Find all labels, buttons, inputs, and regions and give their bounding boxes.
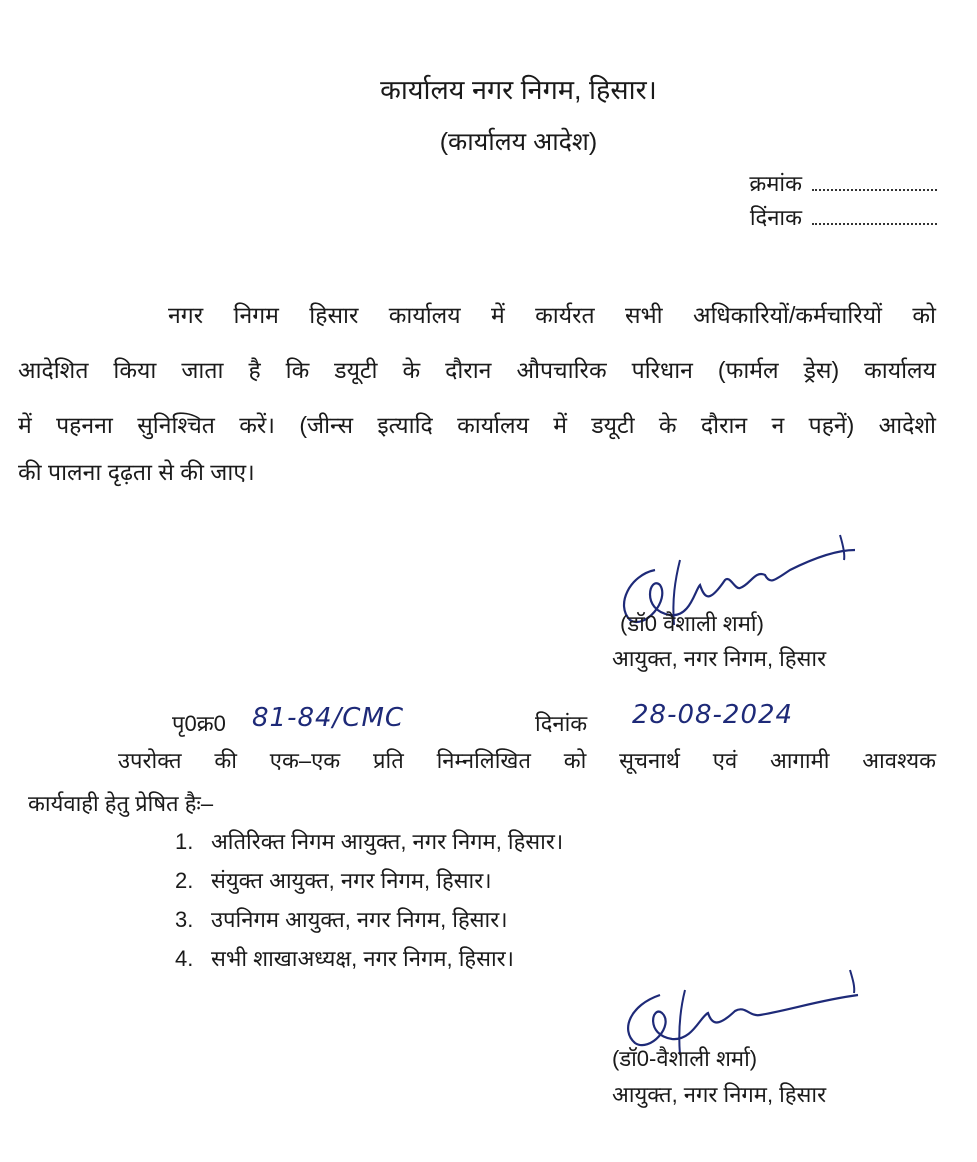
date-label: दिंनाक: [749, 205, 802, 230]
body-line-4: की पालना दृढ़ता से की जाए।: [18, 459, 255, 485]
ref-number-line: [749, 168, 937, 198]
ref-number-label: क्रमांक: [749, 171, 802, 196]
endorsement-date-value: 28-08-2024: [632, 700, 794, 730]
signer-1-name: (डॉ0 वैशाली शर्मा): [620, 611, 764, 636]
list-item: 4. सभी शाखाअध्यक्ष, नगर निगम, हिसार।: [175, 946, 515, 971]
signer-2-designation: आयुक्त, नगर निगम, हिसार: [612, 1082, 827, 1107]
office-title: कार्यालय नगर निगम, हिसार।: [380, 75, 657, 105]
date-blank: [812, 219, 937, 225]
order-subtitle: (कार्यालय आदेश): [439, 128, 598, 156]
endorsement-ref-label: पृ0क्र0: [172, 711, 226, 736]
endorsement-date-label: दिनांक: [535, 711, 588, 736]
date-line: [750, 202, 937, 232]
list-item: 2. संयुक्त आयुक्त, नगर निगम, हिसार।: [175, 868, 492, 893]
ref-number-blank: [812, 185, 937, 191]
signer-2-name: (डॉ0-वैशाली शर्मा): [612, 1046, 758, 1071]
body-line-2: आदेशित किया जाता है कि डयूटी के दौरान औपचारिक परिधान (फार्मल ड्रेस) कार्यालय: [18, 357, 936, 383]
signer-1-designation: आयुक्त, नगर निगम, हिसार: [612, 646, 827, 671]
list-item: 1. अतिरिक्त निगम आयुक्त, नगर निगम, हिसार।: [175, 829, 564, 854]
body-line-1: नगर निगम हिसार कार्यालय में कार्यरत सभी अधिकारियों/कर्मचारियों को: [168, 302, 936, 328]
endorsement-ref-value: 81-84/CMC: [252, 703, 405, 733]
list-item: 3. उपनिगम आयुक्त, नगर निगम, हिसार।: [175, 907, 508, 932]
body-line-3: में पहनना सुनिश्चित करें। (जीन्स इत्यादि कार्यालय में डयूटी के दौरान न पहनें) आदेशो: [18, 412, 936, 438]
endorsement-intro-line-2: कार्यवाही हेतु प्रेषित हैः–: [28, 791, 214, 816]
endorsement-intro-line-1: उपरोक्त की एक–एक प्रति निम्नलिखित को सूचनार्थ एवं आगामी आवश्यक: [118, 748, 936, 773]
